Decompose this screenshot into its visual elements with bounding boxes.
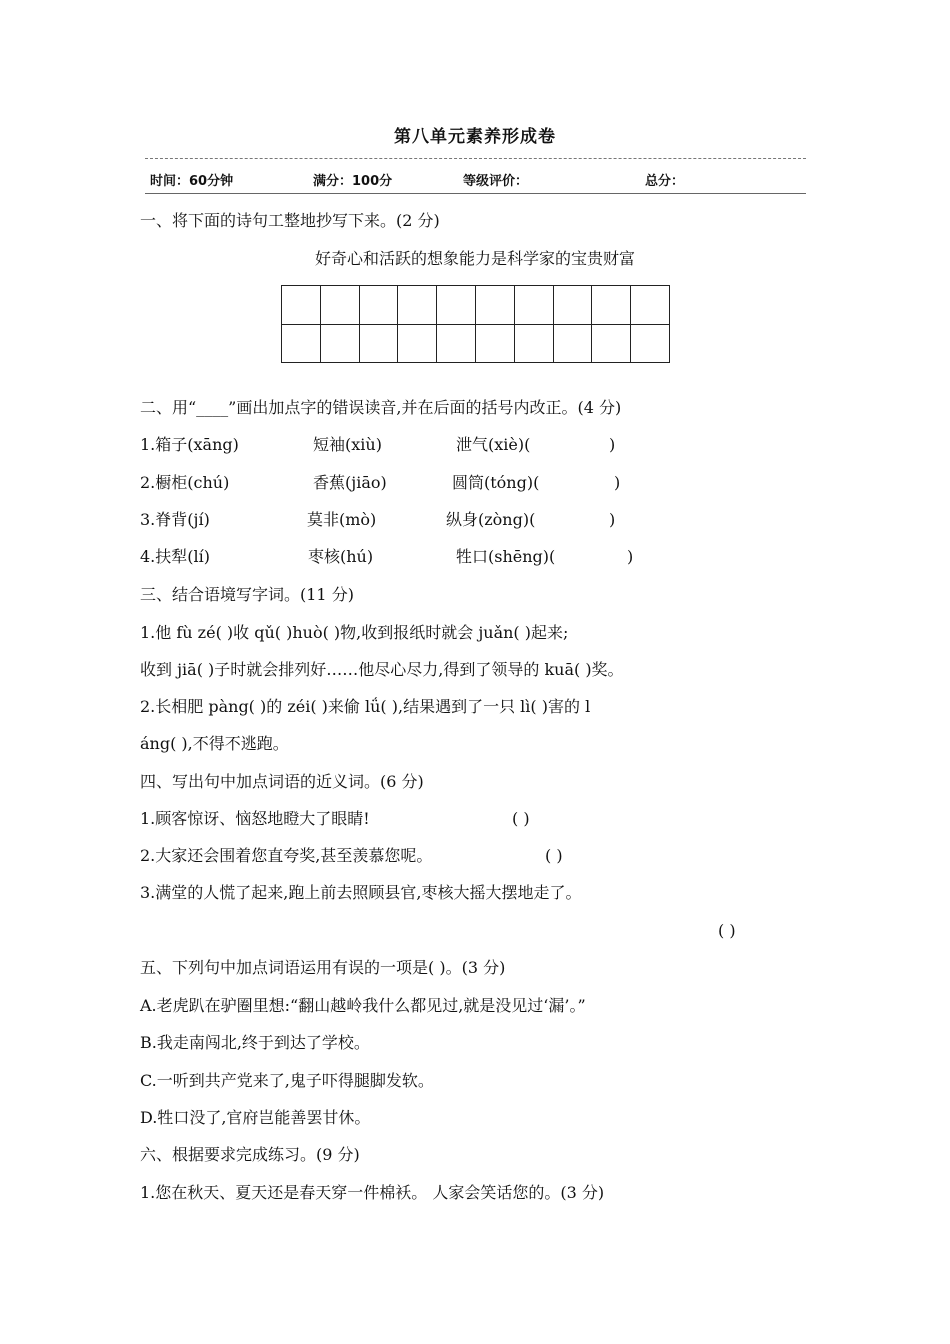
total-label: 总分：: [645, 174, 685, 189]
dashed-divider: [145, 158, 806, 159]
q2-row-3-word-1: 3.脊背(jí): [140, 510, 210, 529]
q2-row-1-word-3: 泄气(xiè)(: [456, 435, 531, 454]
q3-line-3: 2.长相肥 pàng( )的 zéi( )来偷 lǘ( ),结果遇到了一只 lì( )害的 l: [140, 697, 591, 716]
time-label: 时间：60分钟: [150, 174, 234, 189]
q3-heading: 三、结合语境写字词。(11 分): [140, 585, 354, 604]
q2-row-4-word-1: 4.扶犁(lí): [140, 547, 210, 566]
q4-item-1: 1.顾客惊讶、恼怒地瞪大了眼睛!: [140, 809, 370, 828]
q3-line-4: áng( ),不得不逃跑。: [140, 734, 289, 753]
q2-row-2-word-3: 圆筒(tóng)(: [452, 473, 540, 492]
q4-item-2-answer[interactable]: ( ): [545, 846, 563, 865]
q2-row-1-close: ): [609, 435, 616, 454]
q2-row-2-close: ): [614, 473, 621, 492]
q4-heading: 四、写出句中加点词语的近义词。(6 分): [140, 772, 424, 791]
q2-row-4-word-2: 枣核(hú): [308, 547, 374, 566]
grade-label: 等级评价：: [463, 174, 529, 189]
q2-row-1-word-1: 1.箱子(xāng): [140, 435, 239, 454]
q4-item-3: 3.满堂的人慌了起来,跑上前去照顾县官,枣核大摇大摆地走了。: [140, 883, 582, 902]
q4-item-3-answer[interactable]: ( ): [718, 921, 736, 940]
q3-line-1: 1.他 fù zé( )收 qǔ( )huò( )物,收到报纸时就会 juǎn( )起来;: [140, 623, 569, 642]
q2-row-4-word-3: 牲口(shēng)(: [456, 547, 556, 566]
q4-item-2: 2.大家还会围着您直夸奖,甚至羡慕您呢。: [140, 846, 433, 865]
q5-option-b: B.我走南闯北,终于到达了学校。: [140, 1033, 370, 1052]
q2-row-2-word-2: 香蕉(jiāo): [313, 473, 387, 492]
header-divider: [145, 193, 806, 194]
full-score-label: 满分：100分: [313, 174, 393, 189]
q2-row-1-word-2: 短袖(xiù): [313, 435, 382, 454]
page-title: 第八单元素养形成卷: [394, 127, 556, 147]
q2-row-3-word-3: 纵身(zòng)(: [446, 510, 536, 529]
exam-header: [150, 170, 806, 190]
q5-option-d: D.牲口没了,官府岂能善罢甘休。: [140, 1108, 371, 1127]
writing-grid[interactable]: [281, 285, 670, 363]
q5-option-c: C.一听到共产党来了,鬼子吓得腿脚发软。: [140, 1071, 434, 1090]
q2-row-3-close: ): [609, 510, 616, 529]
q2-row-2-word-1: 2.橱柜(chú): [140, 473, 230, 492]
q2-heading: 二、用“____”画出加点字的错误读音,并在后面的括号内改正。(4 分): [140, 398, 622, 417]
q2-row-4-close: ): [627, 547, 634, 566]
q1-heading: 一、将下面的诗句工整地抄写下来。(2 分): [140, 211, 440, 230]
q6-heading: 六、根据要求完成练习。(9 分): [140, 1145, 360, 1164]
q1-poem: 好奇心和活跃的想象能力是科学家的宝贵财富: [314, 249, 635, 268]
q6-item-1: 1.您在秋天、夏天还是春天穿一件棉袄。 人家会笑话您的。(3 分): [140, 1183, 605, 1202]
q2-row-3-word-2: 莫非(mò): [307, 510, 377, 529]
q5-heading: 五、下列句中加点词语运用有误的一项是( )。(3 分): [140, 958, 506, 977]
q4-item-1-answer[interactable]: ( ): [512, 809, 530, 828]
q3-line-2: 收到 jiā( )子时就会排列好……他尽心尽力,得到了领导的 kuā( )奖。: [140, 660, 624, 679]
q5-option-a: A.老虎趴在驴圈里想:“翻山越岭我什么都见过,就是没见过‘漏’。”: [140, 996, 586, 1015]
